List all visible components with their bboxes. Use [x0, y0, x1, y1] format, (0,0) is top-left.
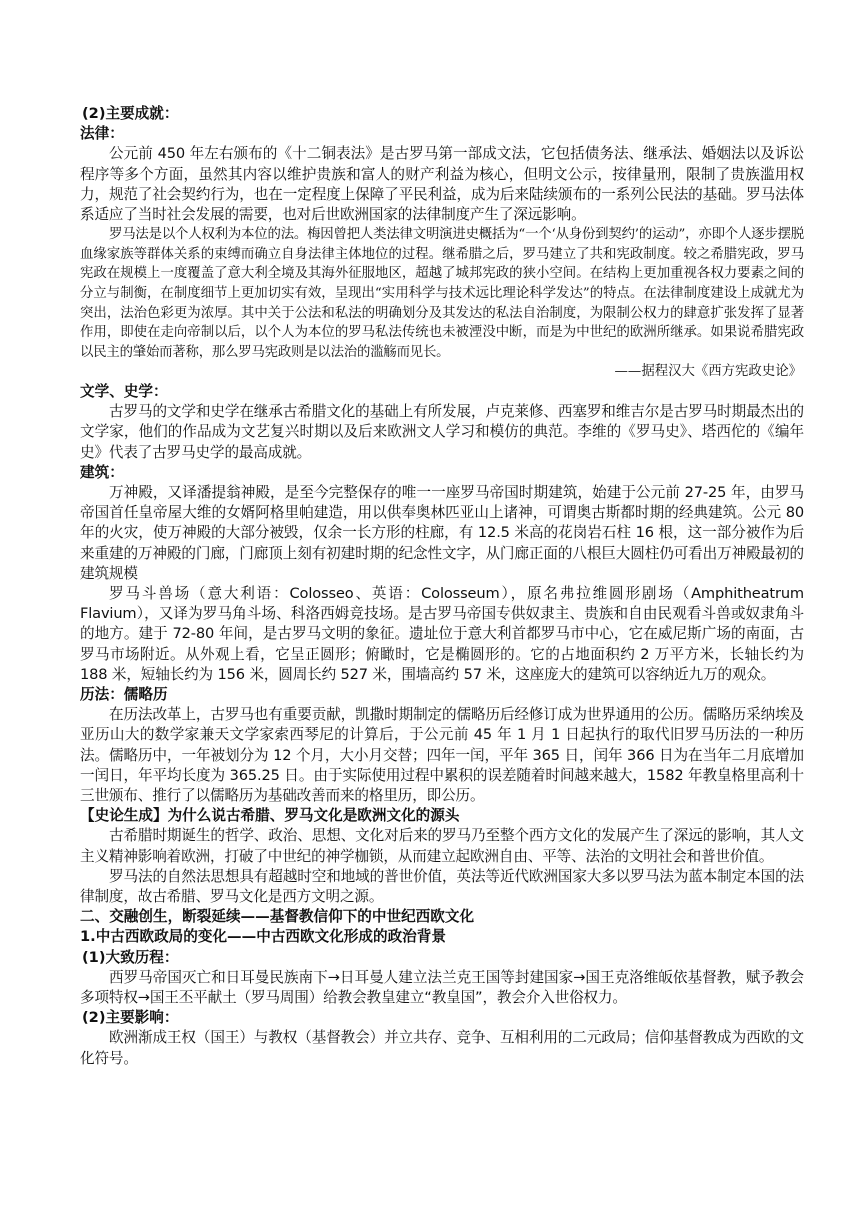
subheading-general-course: (1)大致历程：	[82, 948, 179, 966]
section-heading-main-achievements: (2)主要成就：	[82, 105, 179, 122]
quote-source: ——据程汉大《西方宪政史论》	[614, 364, 802, 380]
heading-historical-argument: 【史论生成】为什么说古希腊、罗马文化是欧洲文化的源头	[80, 807, 460, 825]
heading-medieval-western-europe: 二、交融创生，断裂延续——基督教信仰下的中世纪西欧文化	[80, 908, 475, 926]
paragraph-julian-calendar: 在历法改革上，古罗马也有重要贡献，凯撒时期制定的儒略历后经修订成为世界通用的公历。儒略历采纳埃及亚历山大的数学家兼天文学家索西琴尼的计算后，于公元前 45 年 1 月 1 日起执行的取代旧罗马历法的一种历法。儒略历中，一年被划分为 12 个月，大小月交替；四年一闰，平年 365 日，闰年 366 日为在当年二月底增加一闰日，年平均长度为 365.25 日。由于实际使用过程中累积的误差随着时间越来越大，1582 年教皇格里高利十三世颁布、推行了以儒略历为基础改善而来的格里历，即公历。	[80, 706, 804, 805]
paragraph-general-course: 西罗马帝国灭亡和日耳曼民族南下→日耳曼人建立法兰克王国等封建国家→国王克洛维皈依基督教，赋予教会多项特权→国王丕平献土（罗马周围）给教会教皇建立“教皇国”，教会介入世俗权力。	[80, 968, 804, 1007]
paragraph-main-impact: 欧洲渐成王权（国王）与教权（基督教会）并立共存、竞争、互相利用的二元政局；信仰基督教成为西欧的文化符号。	[80, 1029, 804, 1067]
label-calendar: 历法：儒略历	[80, 686, 168, 704]
paragraph-pantheon: 万神殿，又译潘提翁神殿，是至今完整保存的唯一一座罗马帝国时期建筑，始建于公元前 27-25 年，由罗马帝国首任皇帝屋大维的女婿阿格里帕建造，用以供奉奥林匹亚山上诸神，可谓奥古斯都时期的经典建筑。公元 80 年的火灾，使万神殿的大部分被毁，仅余一长方形的柱廊，有 12.5 米高的花岗岩石柱 16 根，这一部分被作为后来重建的万神殿的门廊，门廊顶上刻有初建时期的纪念性文字，从门廊正面的八根巨大圆柱仍可看出万神殿最初的建筑规模	[80, 483, 804, 582]
paragraph-greek-influence: 古希腊时期诞生的哲学、政治、思想、文化对后来的罗马乃至整个西方文化的发展产生了深远的影响，其人文主义精神影响着欧洲，打破了中世纪的神学枷锁，从而建立起欧洲自由、平等、法治的文明社会和普世价值。	[80, 827, 804, 865]
paragraph-law: 公元前 450 年左右颁布的《十二铜表法》是古罗马第一部成文法，它包括债务法、继承法、婚姻法以及诉讼程序等多个方面，虽然其内容以维护贵族和富人的财产利益为核心，但明文公示，按律量刑，限制了贵族滥用权力，规范了社会契约行为，也在一定程度上保障了平民利益，成为后来陆续颁布的一系列公民法的基础。罗马法体系适应了当时社会发展的需要，也对后世欧洲国家的法律制度产生了深远影响。	[80, 145, 804, 224]
paragraph-roman-law-influence: 罗马法的自然法思想具有超越时空和地域的普世价值，英法等近代欧洲国家大多以罗马法为蓝本制定本国的法律制度，故古希腊、罗马文化是西方文明之源。	[80, 867, 804, 906]
subheading-main-impact: (2)主要影响：	[82, 1009, 179, 1027]
paragraph-colosseum: 罗马斗兽场（意大利语：Colosseo、英语：Colosseum），原名弗拉维圆形剧场（Amphitheatrum Flavium），又译为罗马角斗场、科洛西姆竞技场。是古罗马帝国专供奴隶主、贵族和自由民观看斗兽或奴隶角斗的地方。建于 72-80 年间，是古罗马文明的象征。遗址位于意大利首都罗马市中心，它在威尼斯广场的南面，古罗马市场附近。从外观上看，它呈正圆形；俯瞰时，它是椭圆形的。它的占地面积约 2 万平方米，长轴长约为 188 米，短轴长约为 156 米，圆周长约 527 米，围墙高约 57 米，这座庞大的建筑可以容纳近九万的观众。	[80, 585, 804, 683]
label-architecture: 建筑：	[80, 463, 124, 481]
paragraph-literature: 古罗马的文学和史学在继承古希腊文化的基础上有所发展，卢克莱修、西塞罗和维吉尔是古罗马时期最杰出的文学家，他们的作品成为文艺复兴时期以及后来欧洲文人学习和模仿的典范。李维的《罗马史》、塔西佗的《编年史》代表了古罗马史学的最高成就。	[80, 403, 804, 461]
label-literature-history: 文学、史学：	[80, 382, 168, 400]
subheading-political-changes: 1.中古西欧政局的变化——中古西欧文化形成的政治背景	[80, 928, 446, 946]
label-law: 法律：	[80, 125, 124, 143]
quote-roman-law: 罗马法是以个人权利为本位的法。梅因曾把人类法律文明演进史概括为“一个‘从身份到契约’的运动”，亦即个人逐步摆脱血缘家族等群体关系的束缚而确立自身法律主体地位的过程。继希腊之后，罗马建立了共和宪政制度。较之希腊宪政，罗马宪政在规模上一度覆盖了意大利全境及其海外征服地区，超越了城邦宪政的狭小空间。在结构上更加重视各权力要素之间的分立与制衡，在制度细节上更加切实有效，呈现出“实用科学与技术远比理论科学发达”的特点。在法律制度建设上成就尤为突出，法治色彩更为浓厚。其中关于公法和私法的明确划分及其发达的私法自治制度，为限制公权力的肆意扩张发挥了显著作用，即使在走向帝制以后，以个人为本位的罗马私法传统也未被湮没中断，而是为中世纪的欧洲所继承。如果说希腊宪政以民主的肇始而著称，那么罗马宪政则是以法治的滥觞而见长。	[80, 227, 804, 360]
